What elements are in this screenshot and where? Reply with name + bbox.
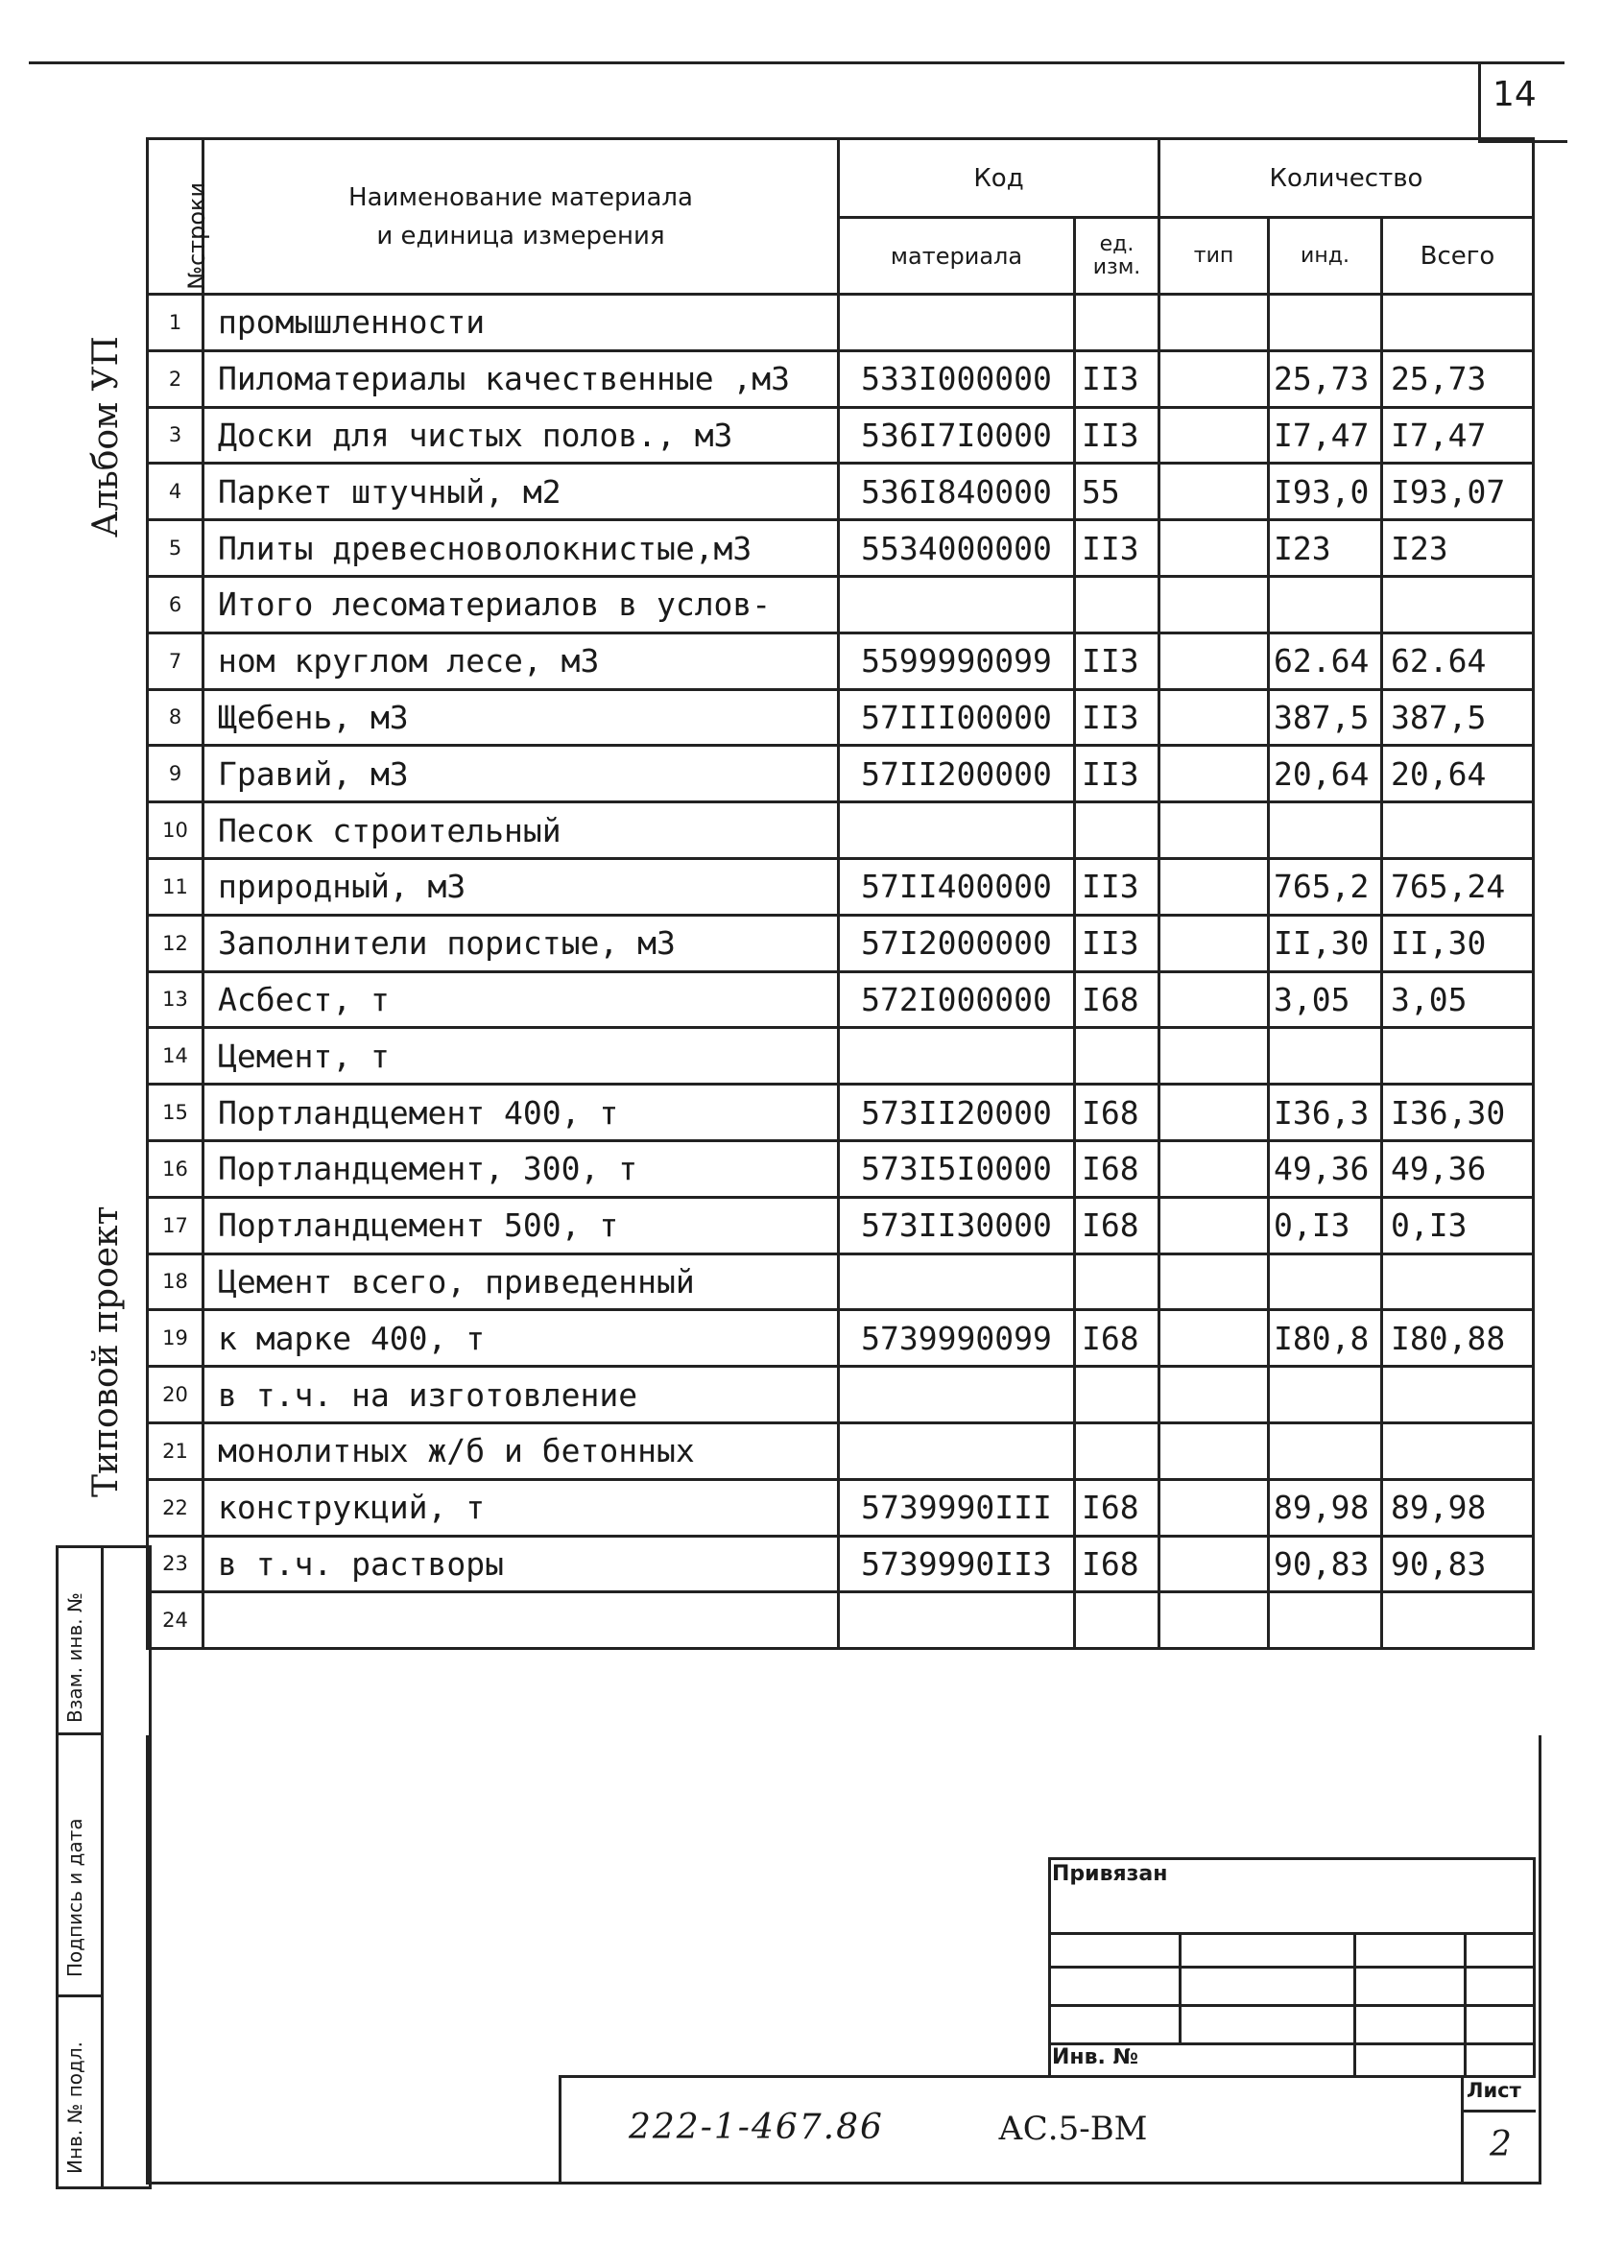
qty-tip	[1159, 915, 1269, 971]
inv-no-label: Инв. №	[1052, 2045, 1139, 2069]
row-number: 10	[148, 802, 203, 859]
qty-tip	[1159, 1085, 1269, 1141]
qty-tip	[1159, 350, 1269, 407]
material-name: промышленности	[203, 295, 839, 351]
qty-tip	[1159, 746, 1269, 802]
table-row	[148, 1367, 1534, 1423]
unit-code: I68	[1075, 971, 1159, 1028]
table-row	[148, 295, 1534, 351]
qty-ind: 49,36	[1269, 1140, 1382, 1197]
material-code: 5739990II3	[839, 1536, 1075, 1592]
header-code-material: материала	[839, 218, 1075, 295]
qty-ind: 387,5	[1269, 689, 1382, 746]
row-number: 12	[148, 915, 203, 971]
project-label: Типовой проект	[86, 1206, 126, 1497]
qty-ind	[1269, 802, 1382, 859]
qty-ind: II,30	[1269, 915, 1382, 971]
row-number: 22	[148, 1479, 203, 1536]
header-qty-total: Всего	[1382, 218, 1534, 295]
qty-total: II,30	[1382, 915, 1534, 971]
material-name: Щебень, м3	[203, 689, 839, 746]
material-code	[839, 1422, 1075, 1479]
stamp-line	[1464, 1932, 1467, 2075]
row-number: 14	[148, 1028, 203, 1085]
unit-code: II3	[1075, 915, 1159, 971]
material-name: Портландцемент 500, т	[203, 1197, 839, 1253]
stamp-line	[1464, 2110, 1536, 2113]
table-row	[148, 1253, 1534, 1310]
album-label: Альбом УП	[86, 336, 126, 537]
row-number: 16	[148, 1140, 203, 1197]
qty-ind	[1269, 576, 1382, 633]
header-code: Код	[839, 139, 1159, 218]
top-rule	[29, 61, 1564, 64]
row-number: 21	[148, 1422, 203, 1479]
unit-code: II3	[1075, 746, 1159, 802]
row-number: 20	[148, 1367, 203, 1423]
table-row	[148, 1422, 1534, 1479]
unit-code	[1075, 1253, 1159, 1310]
qty-ind	[1269, 1253, 1382, 1310]
qty-ind: I7,47	[1269, 407, 1382, 464]
table-row	[148, 464, 1534, 520]
materials-table	[146, 137, 1535, 1650]
table-row	[148, 1028, 1534, 1085]
material-code: 572I000000	[839, 971, 1075, 1028]
material-code: 573I5I0000	[839, 1140, 1075, 1197]
qty-tip	[1159, 1592, 1269, 1649]
material-name: Цемент всего, приведенный	[203, 1253, 839, 1310]
qty-ind: 90,83	[1269, 1536, 1382, 1592]
unit-code: I68	[1075, 1140, 1159, 1197]
qty-tip	[1159, 1028, 1269, 1085]
stamp-divider	[59, 1994, 101, 1997]
qty-ind: 0,I3	[1269, 1197, 1382, 1253]
header-quantity: Количество	[1159, 139, 1534, 218]
stamp-divider	[101, 1548, 104, 2186]
material-code: 5739990099	[839, 1310, 1075, 1367]
qty-total: 90,83	[1382, 1536, 1534, 1592]
row-number: 11	[148, 858, 203, 915]
material-name: Цемент, т	[203, 1028, 839, 1085]
qty-tip	[1159, 1536, 1269, 1592]
unit-code: I68	[1075, 1085, 1159, 1141]
stamp-line	[1179, 1932, 1182, 2042]
material-name: Заполнители пористые, м3	[203, 915, 839, 971]
table-row	[148, 576, 1534, 633]
material-name: Плиты древесноволокнистые,м3	[203, 520, 839, 577]
unit-code	[1075, 576, 1159, 633]
header-name	[203, 139, 839, 295]
qty-tip	[1159, 295, 1269, 351]
row-number: 19	[148, 1310, 203, 1367]
qty-total: 20,64	[1382, 746, 1534, 802]
qty-tip	[1159, 858, 1269, 915]
row-number: 8	[148, 689, 203, 746]
material-name: Асбест, т	[203, 971, 839, 1028]
table-row	[148, 1197, 1534, 1253]
qty-total	[1382, 1253, 1534, 1310]
material-name	[203, 1592, 839, 1649]
unit-code: II3	[1075, 858, 1159, 915]
row-number: 9	[148, 746, 203, 802]
unit-code	[1075, 1422, 1159, 1479]
material-code: 536I7I0000	[839, 407, 1075, 464]
qty-tip	[1159, 520, 1269, 577]
unit-code: I68	[1075, 1536, 1159, 1592]
row-number: 2	[148, 350, 203, 407]
qty-ind: I80,8	[1269, 1310, 1382, 1367]
qty-tip	[1159, 689, 1269, 746]
table-row	[148, 1536, 1534, 1592]
qty-ind	[1269, 1367, 1382, 1423]
unit-code: II3	[1075, 633, 1159, 689]
material-code: 57III00000	[839, 689, 1075, 746]
material-code: 57II200000	[839, 746, 1075, 802]
table-row	[148, 858, 1534, 915]
qty-ind	[1269, 1028, 1382, 1085]
material-code	[839, 1028, 1075, 1085]
qty-tip	[1159, 464, 1269, 520]
qty-total	[1382, 295, 1534, 351]
qty-total: I93,07	[1382, 464, 1534, 520]
unit-code: I68	[1075, 1197, 1159, 1253]
qty-ind	[1269, 1592, 1382, 1649]
material-code: 5534000000	[839, 520, 1075, 577]
qty-ind: 62.64	[1269, 633, 1382, 689]
vzam-inv-label: Взам. инв. №	[63, 1592, 86, 1723]
qty-total	[1382, 1422, 1534, 1479]
row-number: 1	[148, 295, 203, 351]
material-name: в т.ч. растворы	[203, 1536, 839, 1592]
qty-ind: 89,98	[1269, 1479, 1382, 1536]
material-code: 573II30000	[839, 1197, 1075, 1253]
sheet-label: Лист	[1467, 2079, 1521, 2102]
material-name: монолитных ж/б и бетонных	[203, 1422, 839, 1479]
qty-tip	[1159, 1197, 1269, 1253]
material-code: 57II400000	[839, 858, 1075, 915]
page-number: 14	[1493, 75, 1537, 114]
table-row	[148, 1085, 1534, 1141]
stamp-line	[1353, 1932, 1356, 2075]
qty-total	[1382, 802, 1534, 859]
qty-ind: I93,0	[1269, 464, 1382, 520]
row-number: 15	[148, 1085, 203, 1141]
qty-ind: 765,2	[1269, 858, 1382, 915]
header-name-line2: и единица измерения	[376, 221, 665, 251]
table-row	[148, 633, 1534, 689]
row-number: 13	[148, 971, 203, 1028]
inv-podl-label: Инв. № подл.	[63, 2041, 86, 2174]
qty-ind	[1269, 1422, 1382, 1479]
material-code	[839, 1253, 1075, 1310]
table-row	[148, 520, 1534, 577]
qty-total: I23	[1382, 520, 1534, 577]
material-name: Доски для чистых полов., м3	[203, 407, 839, 464]
row-number: 17	[148, 1197, 203, 1253]
qty-total: I36,30	[1382, 1085, 1534, 1141]
material-code: 5739990III	[839, 1479, 1075, 1536]
unit-code: I68	[1075, 1479, 1159, 1536]
qty-total	[1382, 1367, 1534, 1423]
qty-tip	[1159, 1479, 1269, 1536]
material-code	[839, 576, 1075, 633]
qty-ind: 25,73	[1269, 350, 1382, 407]
table-row	[148, 915, 1534, 971]
row-number: 5	[148, 520, 203, 577]
qty-tip	[1159, 1367, 1269, 1423]
material-name: в т.ч. на изготовление	[203, 1367, 839, 1423]
row-number: 24	[148, 1592, 203, 1649]
qty-total: 25,73	[1382, 350, 1534, 407]
unit-code	[1075, 1367, 1159, 1423]
row-number: 18	[148, 1253, 203, 1310]
material-name: природный, м3	[203, 858, 839, 915]
unit-code: II3	[1075, 350, 1159, 407]
qty-total: 765,24	[1382, 858, 1534, 915]
qty-tip	[1159, 1253, 1269, 1310]
qty-ind: I36,3	[1269, 1085, 1382, 1141]
table-row	[148, 350, 1534, 407]
table-body	[148, 295, 1534, 1649]
material-name: ном круглом лесе, м3	[203, 633, 839, 689]
header-qty-ind: инд.	[1269, 218, 1382, 295]
material-code: 536I840000	[839, 464, 1075, 520]
material-name: Портландцемент, 300, т	[203, 1140, 839, 1197]
table-row	[148, 407, 1534, 464]
qty-tip	[1159, 1422, 1269, 1479]
material-name: к марке 400, т	[203, 1310, 839, 1367]
qty-tip	[1159, 971, 1269, 1028]
material-code	[839, 1592, 1075, 1649]
row-number: 7	[148, 633, 203, 689]
row-number: 6	[148, 576, 203, 633]
row-number: 4	[148, 464, 203, 520]
header-qty-tip: тип	[1159, 218, 1269, 295]
qty-tip	[1159, 1310, 1269, 1367]
unit-code	[1075, 802, 1159, 859]
material-code	[839, 295, 1075, 351]
qty-total: 3,05	[1382, 971, 1534, 1028]
header-name-line1: Наименование материала	[348, 182, 693, 212]
unit-code: II3	[1075, 520, 1159, 577]
stamp-line	[1051, 1966, 1533, 1969]
row-number: 3	[148, 407, 203, 464]
stamp-line	[1051, 1932, 1533, 1935]
qty-ind: 3,05	[1269, 971, 1382, 1028]
qty-total: 62.64	[1382, 633, 1534, 689]
qty-ind: I23	[1269, 520, 1382, 577]
material-name: Паркет штучный, м2	[203, 464, 839, 520]
qty-total	[1382, 1028, 1534, 1085]
qty-tip	[1159, 802, 1269, 859]
sheet-number: 2	[1490, 2125, 1512, 2164]
stamp-line	[1051, 2004, 1533, 2007]
unit-code	[1075, 1592, 1159, 1649]
material-code: 573II20000	[839, 1085, 1075, 1141]
qty-ind: 20,64	[1269, 746, 1382, 802]
qty-total: 89,98	[1382, 1479, 1534, 1536]
qty-total	[1382, 1592, 1534, 1649]
podpis-data-label: Подпись и дата	[63, 1818, 86, 1977]
unit-code	[1075, 1028, 1159, 1085]
qty-tip	[1159, 407, 1269, 464]
table-row	[148, 1310, 1534, 1367]
qty-tip	[1159, 633, 1269, 689]
qty-total: 49,36	[1382, 1140, 1534, 1197]
material-name: Портландцемент 400, т	[203, 1085, 839, 1141]
header-code-unit: ед. изм.	[1075, 218, 1159, 295]
material-name: Итого лесоматериалов в услов-	[203, 576, 839, 633]
qty-tip	[1159, 576, 1269, 633]
qty-tip	[1159, 1140, 1269, 1197]
unit-code: II3	[1075, 407, 1159, 464]
qty-total: I80,88	[1382, 1310, 1534, 1367]
table-row	[148, 802, 1534, 859]
qty-total: I7,47	[1382, 407, 1534, 464]
table-row	[148, 1592, 1534, 1649]
table-row	[148, 971, 1534, 1028]
row-number: 23	[148, 1536, 203, 1592]
stamp-divider	[59, 1732, 101, 1735]
material-name: конструкций, т	[203, 1479, 839, 1536]
material-name: Гравий, м3	[203, 746, 839, 802]
qty-total: 387,5	[1382, 689, 1534, 746]
table-row	[148, 746, 1534, 802]
material-code	[839, 1367, 1075, 1423]
unit-code: I68	[1075, 1310, 1159, 1367]
material-code: 5599990099	[839, 633, 1075, 689]
material-name: Пиломатериалы качественные ,м3	[203, 350, 839, 407]
material-code: 533I000000	[839, 350, 1075, 407]
material-name: Песок строительный	[203, 802, 839, 859]
qty-total	[1382, 576, 1534, 633]
unit-code: 55	[1075, 464, 1159, 520]
privyazan-label: Привязан	[1052, 1862, 1168, 1886]
document-mark: АС.5-ВМ	[998, 2110, 1148, 2148]
unit-code: II3	[1075, 689, 1159, 746]
qty-total: 0,I3	[1382, 1197, 1534, 1253]
table-row	[148, 1479, 1534, 1536]
table-row	[148, 689, 1534, 746]
table-row	[148, 1140, 1534, 1197]
document-code: 222-1-467.86	[629, 2108, 884, 2147]
qty-ind	[1269, 295, 1382, 351]
material-code	[839, 802, 1075, 859]
header-row-no: №строки	[148, 139, 203, 295]
material-code: 57I2000000	[839, 915, 1075, 971]
unit-code	[1075, 295, 1159, 351]
